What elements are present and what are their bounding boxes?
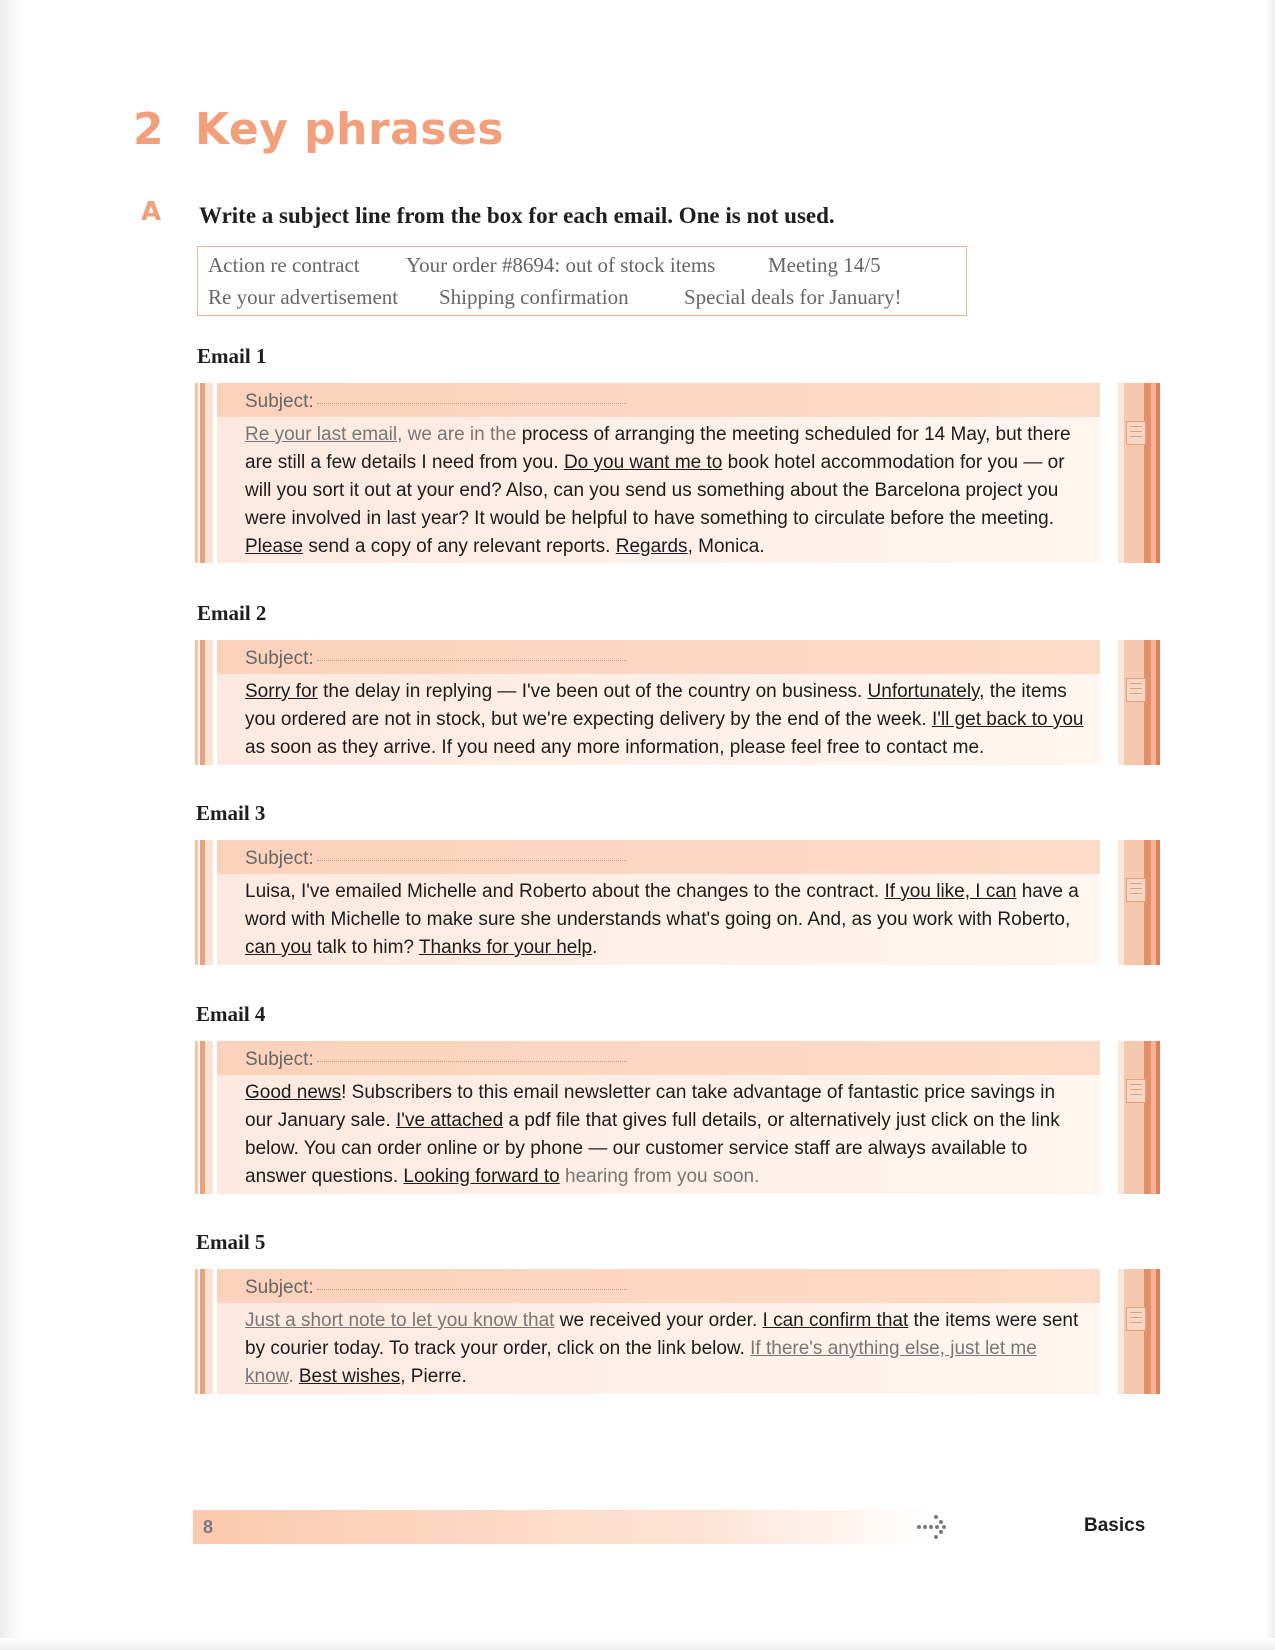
- email-label: Email 5: [196, 1230, 266, 1254]
- subject-blank[interactable]: [317, 1289, 627, 1290]
- scrollbar-thumb[interactable]: [1126, 678, 1146, 702]
- key-phrase: I'll get back to you: [931, 709, 1084, 730]
- scrollbar[interactable]: [1118, 640, 1160, 765]
- email-text-segment: a pdf file that gives full details, or alternatively just click on the link below. You can order online or by phone — our customer service staff are always available to answer questions.: [245, 1110, 1060, 1187]
- subject-blank[interactable]: [317, 403, 627, 404]
- email-5: [195, 1269, 1160, 1394]
- email-text-segment: .: [288, 1366, 294, 1387]
- email-1: [195, 383, 1160, 563]
- email-text-segment: the delay in replying — I've been out of the country on business.: [317, 681, 868, 702]
- key-phrase: If there's anything else, just let me know: [245, 1338, 1037, 1387]
- email-text: [245, 1307, 1085, 1391]
- subject-option: Meeting 14/5: [768, 253, 881, 277]
- subject-option: Action re contract: [208, 253, 360, 277]
- unit-title-text: Key phrases: [195, 104, 505, 155]
- email-text-segment: ! Subscribers to this email newsletter can take advantage of fantastic price savings in our January sale.: [245, 1082, 1056, 1131]
- key-phrase: Thanks for your help: [418, 937, 593, 958]
- scrollbar-thumb[interactable]: [1126, 421, 1146, 445]
- next-arrow-icon: [916, 1512, 950, 1542]
- subject-line: [245, 848, 627, 870]
- subject-blank[interactable]: [317, 660, 627, 661]
- email-text: [245, 1079, 1085, 1191]
- email-text-segment: .: [592, 937, 598, 958]
- scrollbar-thumb[interactable]: [1126, 1079, 1146, 1103]
- key-phrase: Sorry for: [245, 681, 318, 702]
- subject-option: Your order #8694: out of stock items: [406, 253, 716, 277]
- email-text-segment: , Monica.: [687, 536, 765, 557]
- scrollbar[interactable]: [1118, 383, 1160, 563]
- email-text-segment: , Pierre.: [400, 1366, 467, 1387]
- subject-line: [245, 648, 627, 670]
- subject-options-box: [197, 246, 967, 316]
- key-phrase: If you like, I can: [884, 881, 1017, 902]
- email-text-segment: talk to him?: [311, 937, 419, 958]
- key-phrase: Unfortunately: [867, 681, 980, 702]
- scrollbar[interactable]: [1118, 1041, 1160, 1194]
- key-phrase: Regards: [615, 536, 688, 557]
- subject-label: Subject:: [245, 1049, 314, 1070]
- subject-line: [245, 391, 627, 413]
- exercise-letter: A: [141, 197, 162, 227]
- key-phrase: I can confirm that: [762, 1310, 909, 1331]
- email-label: Email 3: [196, 801, 266, 825]
- scrollbar-thumb[interactable]: [1126, 1307, 1146, 1331]
- left-border-bar: [195, 640, 213, 765]
- key-phrase: Best wishes: [298, 1366, 401, 1387]
- email-label: Email 4: [196, 1002, 266, 1026]
- key-phrase: Do you want me to: [563, 452, 723, 473]
- subject-label: Subject:: [245, 648, 314, 669]
- email-text-segment: hearing from you soon.: [559, 1166, 760, 1187]
- key-phrase: Just a short note to let you know that: [245, 1310, 555, 1331]
- email-label: Email 1: [197, 344, 267, 368]
- page-number: 8: [203, 1517, 214, 1537]
- email-2: [195, 640, 1160, 765]
- left-border-bar: [195, 1269, 213, 1394]
- subject-blank[interactable]: [317, 860, 627, 861]
- unit-title: [133, 104, 504, 155]
- subject-line: [245, 1049, 627, 1071]
- section-name: Basics: [1084, 1515, 1146, 1536]
- email-label: Email 2: [197, 601, 267, 625]
- subject-line: [245, 1277, 627, 1299]
- subject-option: Special deals for January!: [684, 285, 902, 309]
- email-text-segment: we received your order.: [554, 1310, 763, 1331]
- left-border-bar: [195, 1041, 213, 1194]
- footer-bar: [193, 1510, 933, 1544]
- email-text-segment: send a copy of any relevant reports.: [303, 536, 616, 557]
- subject-option: Shipping confirmation: [439, 285, 629, 309]
- key-phrase: Good news: [245, 1082, 342, 1103]
- email-text-segment: as soon as they arrive. If you need any more information, please feel free to contact me.: [245, 737, 985, 758]
- scrollbar[interactable]: [1118, 1269, 1160, 1394]
- left-border-bar: [195, 840, 213, 965]
- key-phrase: can you: [245, 937, 312, 958]
- subject-label: Subject:: [245, 1277, 314, 1298]
- email-text-segment: Luisa, I've emailed Michelle and Roberto about the changes to the contract.: [245, 881, 885, 902]
- exercise-instruction: Write a subject line from the box for each email. One is not used.: [199, 203, 835, 228]
- email-3: [195, 840, 1160, 965]
- email-text: [245, 878, 1085, 962]
- scrollbar-thumb[interactable]: [1126, 878, 1146, 902]
- key-phrase: Please: [245, 536, 304, 557]
- key-phrase: Re your last email: [245, 424, 398, 445]
- email-text: [245, 678, 1085, 762]
- page-right-edge: [1265, 0, 1275, 1650]
- email-text-segment: the items were sent by courier today. To track your order, click on the link below.: [245, 1310, 1079, 1359]
- subject-label: Subject:: [245, 848, 314, 869]
- page-left-edge: [0, 0, 22, 1650]
- page-bottom-edge: [0, 1638, 1275, 1650]
- email-text-segment: book hotel accommodation for you — or will you sort it out at your end? Also, can you send us something about the Barcelona project you were involved in last year? It would be helpful to have something to circulate before the meeting.: [245, 452, 1065, 529]
- left-border-bar: [195, 383, 213, 563]
- email-4: [195, 1041, 1160, 1194]
- subject-option: Re your advertisement: [208, 285, 399, 309]
- scrollbar[interactable]: [1118, 840, 1160, 965]
- key-phrase: I've attached: [396, 1110, 504, 1131]
- key-phrase: Looking forward to: [403, 1166, 560, 1187]
- email-text-segment: , the items you ordered are not in stock, but we're expecting delivery by the end of the week.: [245, 681, 1067, 730]
- email-text: [245, 421, 1085, 561]
- subject-blank[interactable]: [317, 1061, 627, 1062]
- email-text-segment: process of arranging the meeting scheduled for 14 May, but there are still a few details I need from you.: [245, 424, 1071, 473]
- email-text-segment: , we are in the: [397, 424, 522, 445]
- subject-label: Subject:: [245, 391, 314, 412]
- unit-number: 2: [133, 104, 165, 155]
- email-text-segment: have a word with Michelle to make sure she understands what's going on. And, as you work with Roberto,: [245, 881, 1079, 930]
